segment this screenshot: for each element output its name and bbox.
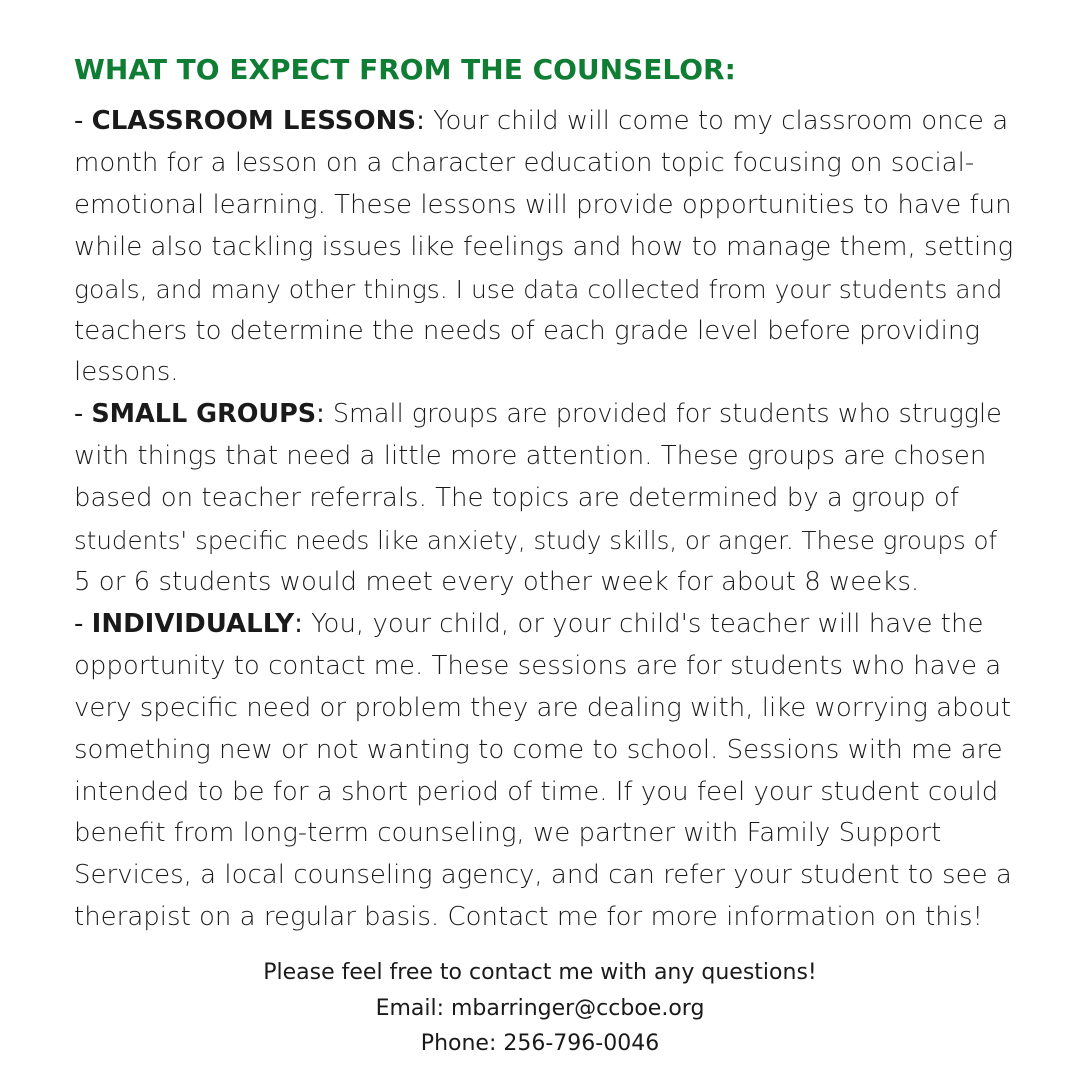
- section-first-line: [74, 101, 1014, 143]
- heading-colon: :: [416, 106, 425, 136]
- page-title: WHAT TO EXPECT FROM THE COUNSELOR:: [74, 53, 736, 86]
- paragraph-line: Small groups are provided for students who struggle: [324, 399, 1002, 430]
- contact-invite: Please feel free to contact me with any questions!: [263, 960, 817, 985]
- paragraph-line: intended to be for a short period of time. If you feel your student could: [74, 776, 999, 807]
- paragraph-line: opportunity to contact me. These sessions are for students who have a: [74, 650, 1002, 681]
- paragraph-line: goals, and many other things. I use data collected from your students and: [74, 274, 1003, 304]
- contact-email[interactable]: Email: mbarringer@ccboe.org: [375, 995, 705, 1021]
- paragraph-line: lessons.: [74, 357, 179, 388]
- paragraph-line: therapist on a regular basis. Contact me for more information on this!: [74, 902, 983, 933]
- content-body: [74, 101, 1014, 939]
- section-first-line: [74, 604, 1014, 646]
- contact-phone[interactable]: Phone: 256-796-0046: [420, 1031, 660, 1056]
- paragraph-line: very specific need or problem they are dealing with, like worrying about: [74, 692, 1012, 723]
- contact-block: [0, 955, 1080, 1062]
- paragraph-line: Services, a local counseling agency, and can refer your student to see a: [74, 860, 1012, 891]
- paragraph-line: something new or not wanting to come to school. Sessions with me are: [74, 734, 1003, 765]
- paragraph-line: while also tackling issues like feelings and how to manage them, setting: [74, 231, 1014, 262]
- heading-colon: :: [316, 399, 325, 430]
- paragraph-line: month for a lesson on a character education topic focusing on social-: [74, 147, 975, 178]
- paragraph-line: benefit from long-term counseling, we partner with Family Support: [74, 818, 942, 849]
- paragraph-line: emotional learning. These lessons will provide opportunities to have fun: [74, 189, 1012, 220]
- paragraph-line: teachers to determine the needs of each grade level before providing: [74, 315, 980, 346]
- paragraph-line: based on teacher referrals. The topics are determined by a group of: [74, 483, 959, 514]
- paragraph-line: students' specific needs like anxiety, study skills, or anger. These groups of: [74, 526, 998, 556]
- paragraph-line: Your child will come to my classroom once a: [424, 106, 1009, 136]
- section-heading: CLASSROOM LESSONS: [91, 106, 417, 136]
- section-first-line: [74, 394, 1014, 436]
- paragraph-line: 5 or 6 students would meet every other week for about 8 weeks.: [74, 566, 920, 597]
- section-heading: SMALL GROUPS: [91, 399, 317, 430]
- heading-colon: :: [294, 608, 303, 639]
- section-individually: [74, 604, 1014, 939]
- paragraph-line: You, your child, or your child's teacher will have the: [302, 608, 984, 639]
- bullet-dash: -: [74, 399, 92, 430]
- section-heading: INDIVIDUALLY: [91, 608, 295, 639]
- paragraph-line: with things that need a little more attention. These groups are chosen: [74, 441, 987, 472]
- section-classroom-lessons: [74, 101, 1014, 394]
- bullet-dash: -: [74, 608, 92, 639]
- bullet-dash: -: [74, 106, 92, 136]
- section-small-groups: [74, 394, 1014, 604]
